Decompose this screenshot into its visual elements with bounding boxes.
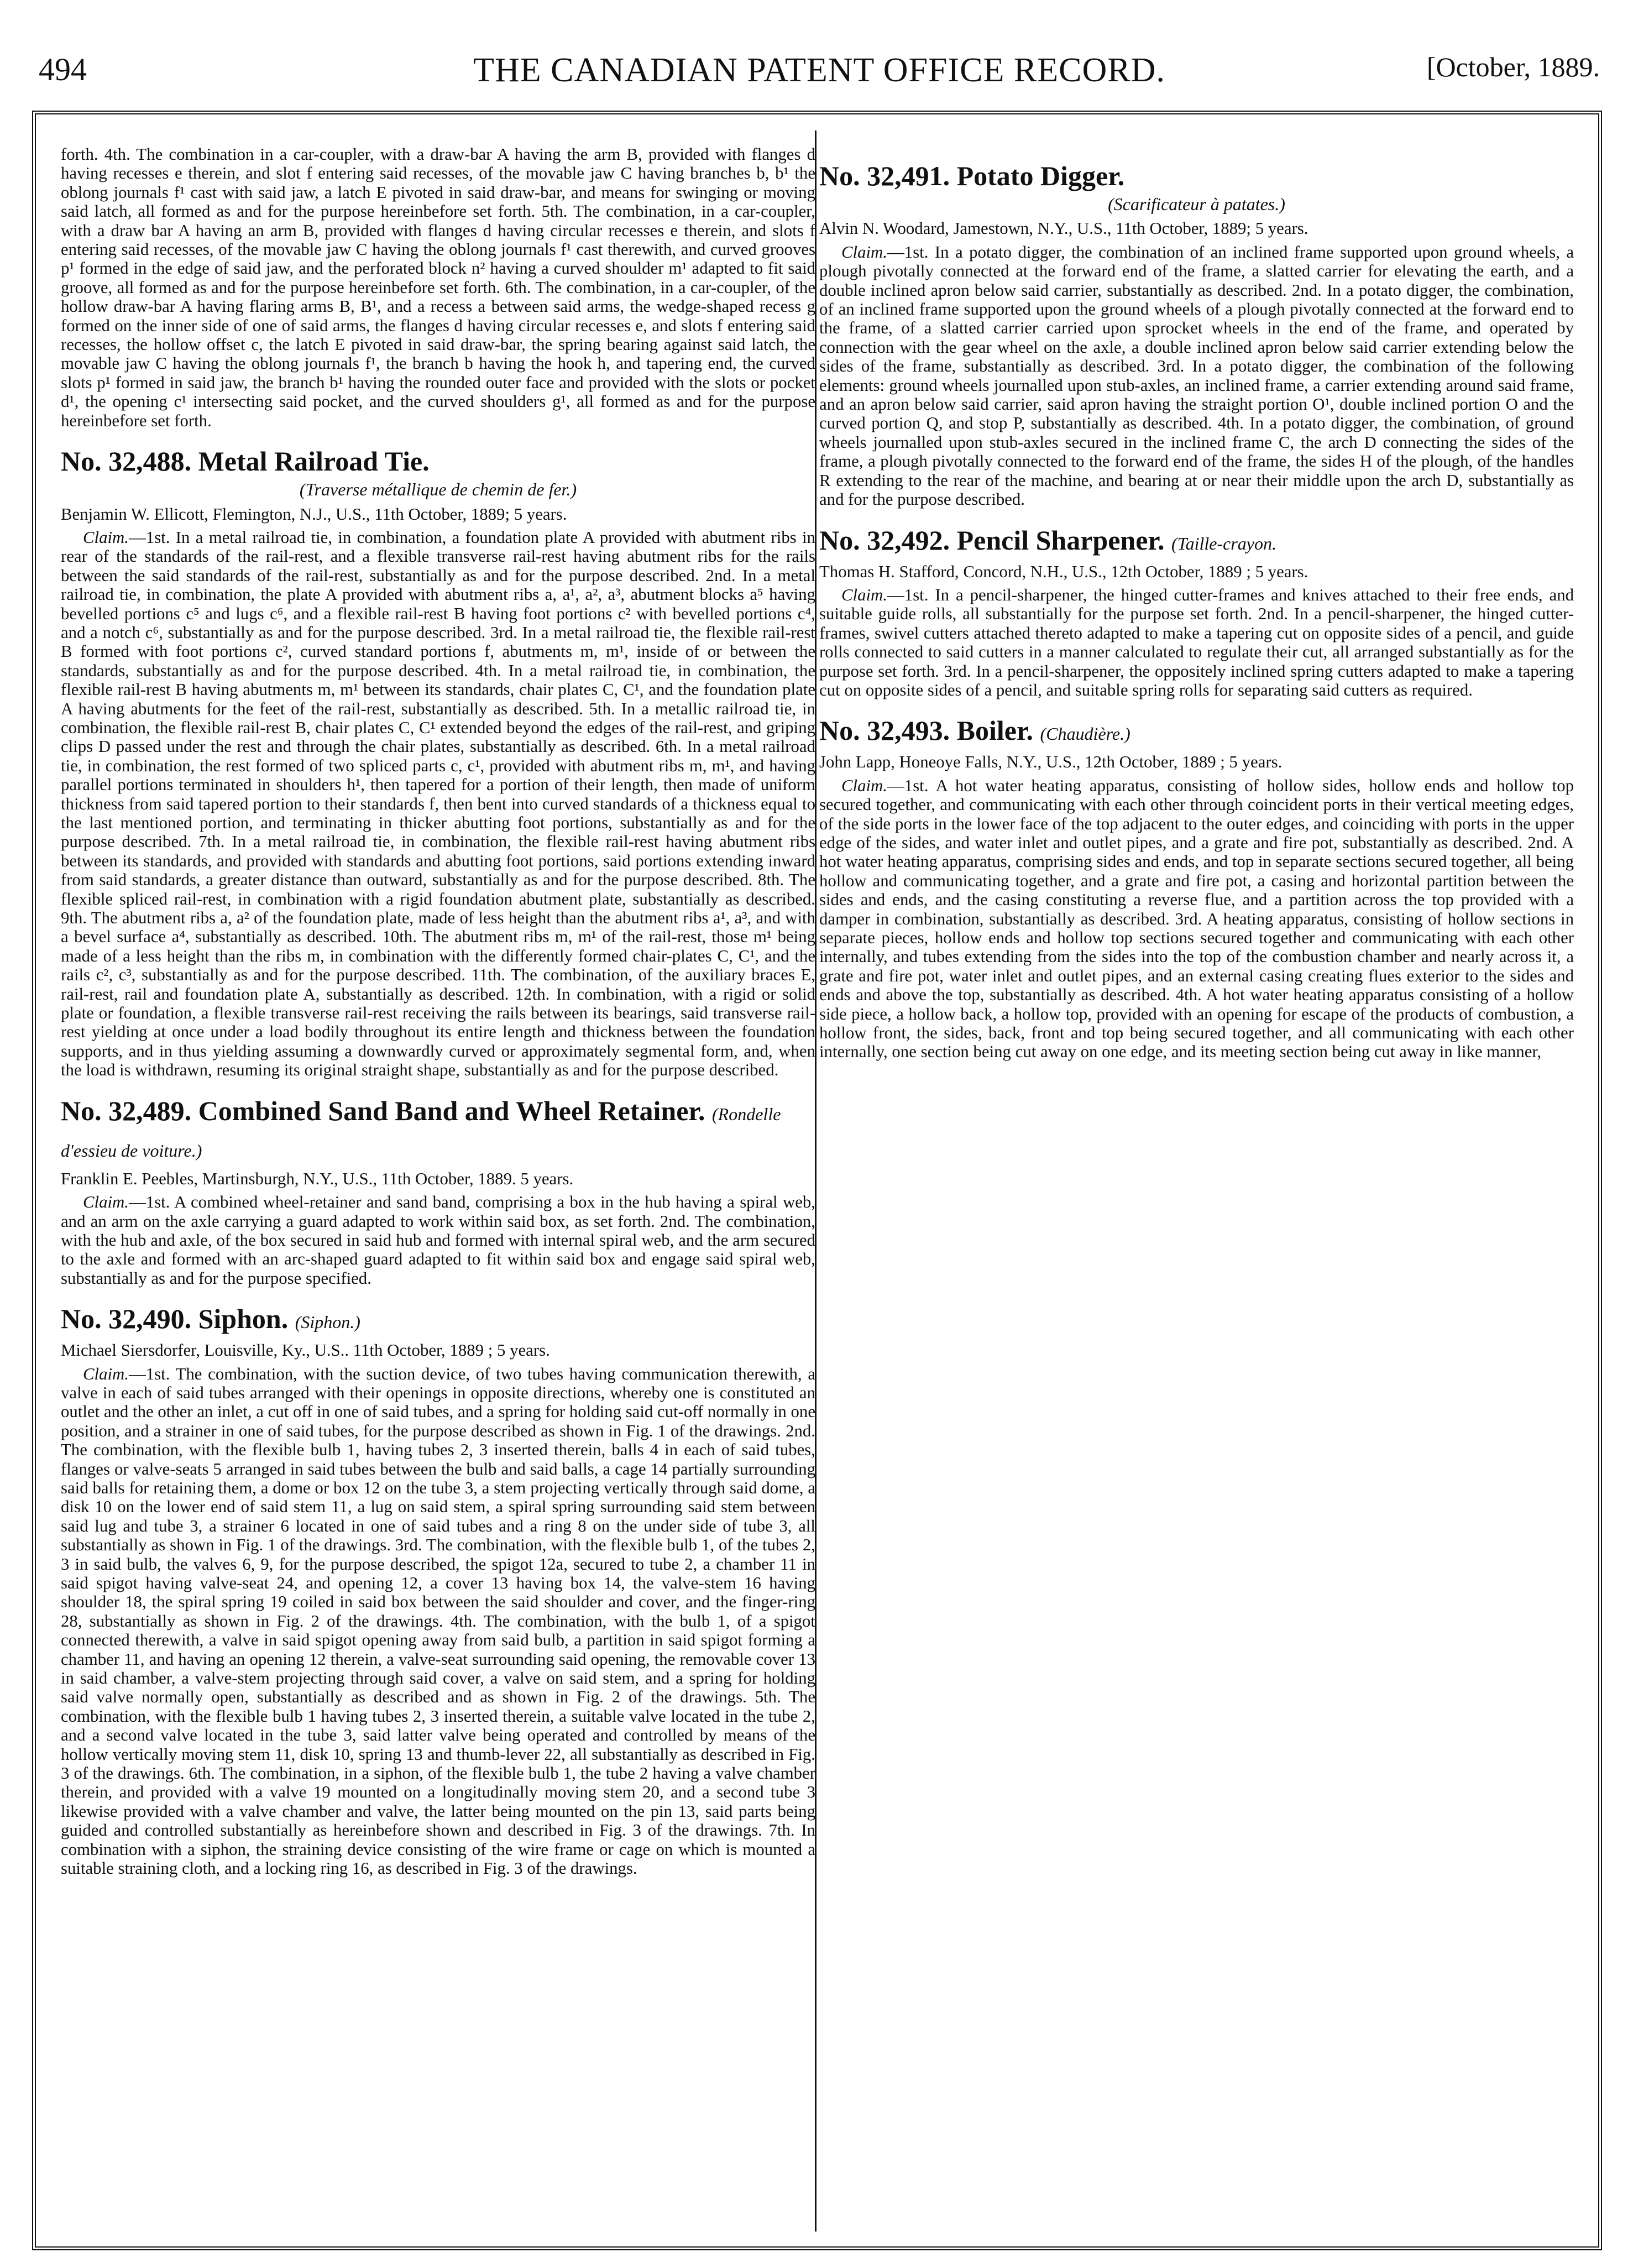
claim-text: —1st. A hot water heating apparatus, consisting of hollow sides, hollow ends and hollow top secured together, and communicating with each other through coincident ports in their vertical meeting edges, of the side ports in the lower face of the top adjacent to the outer edges, and coinciding with ports in the upper edge of the sides, and water inlet and outlet pipes, and a grate and fire pot, substantially as described. 2nd. A hot water heating apparatus, comprising sides and ends, and top in separate sections secured together, all being hollow and communicating together, and a grate and fire pot, a casing and horizontal partition between the sides and ends, and the casing constituting a reverse flue, and a partition across the top provided with a damper in combination, substantially as described. 3rd. A heating apparatus, consisting of hollow sections in separate pieces, hollow ends and hollow top sections secured together and communicating with each other internally, and tubes extending from the sides into the top of the combustion chamber and nearly across it, a grate and fire pot, water inlet and outlet pipes, and an external casing creating flues exterior to the sides and ends and above the top, substantially as described. 4th. A hot water heating apparatus consisting of a hollow side piece, a hollow back, a hollow top, provided with an opening for escape of the products of combustion, a hollow front, the sides, back, front and top being secured together, and all communicating with each other internally, one section being cut away on one edge, and its meeting section being cut away in like manner, [819,776,1574,1062]
patent-number: No. 32,490. [61,1303,192,1335]
patent-inventor: Alvin N. Woodard, Jamestown, N.Y., U.S., 11th October, 1889; 5 years. [819,219,1309,238]
patent-claims [61,1365,815,1878]
patent-inventor: Michael Siersdorfer, Louisville, Ky., U.S.. 11th October, 1889 ; 5 years. [61,1341,550,1360]
patent-inventor: Franklin E. Peebles, Martinsburgh, N.Y., U.S., 11th October, 1889. 5 years. [61,1169,574,1188]
patent-claims [819,586,1574,699]
patent-heading [61,445,815,478]
patent-title: Combined Sand Band and Wheel Retainer. [198,1095,705,1126]
patent-french-title: (Traverse métallique de chemin de fer.) [299,479,577,500]
patent-heading [819,159,1574,192]
patent-inventor: John Lapp, Honeoye Falls, N.Y., U.S., 12th October, 1889 ; 5 years. [819,752,1283,772]
claim-label: Claim. [83,527,129,547]
running-head [39,45,1600,106]
claim-text: —1st. In a potato digger, the combination of an inclined frame supported upon ground wheels, a plough pivotally connected at the forward end of the frame, a slatted carrier for elevating the earth, and a double inclined apron below said carrier, substantially as described. 2nd. In a potato digger, the combination, of an inclined frame supported upon the ground wheels of a plough pivotally connected at the forward end to the frame, of a slatted carrier carried upon sprocket wheels in the end of the frame, and operated by connection with the gear wheel on the axle, a double inclined apron below said carrier extending below the sides of the frame, substantially as described. 3rd. In a potato digger, the combination of the following elements: ground wheels journalled upon stub-axles, an inclined frame, a carrier extending around said frame, and an apron below said carrier, said apron having the straight portion O¹, double inclined portion O and the curved portion Q, and stop P, substantially as described. 4th. In a potato digger, the combination, of ground wheels journalled upon stub-axles secured in the inclined frame C, the arch D connecting the sides of the frame, a plough pivotally connected to the forward end of the frame, the sides H of the plough, of the handles R extending to the rear of the machine, and bearing at or near their middle upon the arch D, substantially as and for the purpose described. [819,242,1574,509]
journal-title: THE CANADIAN PATENT OFFICE RECORD. [473,51,1165,89]
claim-text: —1st. A combined wheel-retainer and sand band, comprising a box in the hub having a spiral web, and an arm on the axle carrying a guard adapted to work within said box, as set forth. 2nd. The combination, with the hub and axle, of the box secured in said hub and formed with internal spiral web, and the arm secured to the axle and formed with an arc-shaped guard adapted to fit within said box and engage said spiral web, substantially as and for the purpose specified. [61,1193,815,1288]
patent-32488 [61,445,815,1080]
claim-text: —1st. In a pencil-sharpener, the hinged cutter-frames and knives attached to their free ends, and suitable guide rolls, all substantially for the purpose set forth. 2nd. In a pencil-sharpener, the hinged cutter-frames, swivel cutters attached thereto adapted to make a tapering cut on opposite sides of a pencil, and guide rolls connected to said cutters in a manner calculated to regulate their cut, all arranged substantially as for the purpose set forth. 3rd. In a pencil-sharpener, the oppositely inclined spring cutters adapted to make a tapering cut on opposite sides of a pencil, and suitable spring rolls for separating said cutters as required. [819,585,1574,699]
claim-label: Claim. [841,585,887,604]
claim-label: Claim. [841,242,887,262]
patent-heading [61,1302,815,1339]
issue-date: [October, 1889. [1426,51,1600,82]
patent-inventor: Benjamin W. Ellicott, Flemington, N.J., U.S., 11th October, 1889; 5 years. [61,504,567,524]
patent-number: No. 32,489. [61,1095,192,1126]
claim-label: Claim. [841,776,887,795]
patent-heading [819,524,1574,560]
patent-32493 [819,714,1574,1062]
patent-heading [819,714,1574,750]
right-column [819,145,1574,2224]
continued-claims: forth. 4th. The combination in a car-coupler, with a draw-bar A having the arm B, provided with flanges d having recesses e therein, and slot f entering said recesses, of the movable jaw C having branches b, b¹ the oblong journals f¹ cast with said jaw, a latch E pivoted in said draw-bar, and means for swinging or moving said latch, all formed as and for the purpose hereinbefore set forth. 5th. The combination, in a car-coupler, with a draw bar A having an arm B, provided with flanges d having circular recesses e therein, and slots f entering said recesses, of the movable jaw C having the oblong journals f¹ cast therewith, and curved grooves p¹ formed in the edge of said jaw, and the perforated block n² having a curved shoulder m¹ adapted to fit said groove, all formed as and for the purpose hereinbefore set forth. 6th. The combination, in a car-coupler, of the hollow draw-bar A having flaring arms B, B¹, and a recess a between said arms, the wedge-shaped recess g formed on the inner side of one of said arms, the flanges d having circular recesses e, and slots f entering said recesses, the hollow offset c, the latch E pivoted in said draw-bar, the spring bearing against said latch, the movable jaw C having the oblong journals f¹, the branch b having the hook h, and tapering end, the curved slots p¹ formed in said jaw, the branch b¹ having the rounded outer face and provided with the slots or pocket d¹, the opening c¹ intersecting said pocket, and the curved shoulders g¹, all formed as and for the purpose hereinbefore set forth. [61,145,815,430]
page-number: 494 [39,51,87,87]
patent-number: No. 32,491. [819,160,950,191]
patent-number: No. 32,492. [819,524,950,556]
patent-number: No. 32,488. [61,446,192,477]
patent-32490 [61,1302,815,1878]
patent-french-title: (Scarificateur à patates.) [1108,194,1285,214]
patent-claims [819,776,1574,1062]
patent-title: Pencil Sharpener. [956,524,1165,556]
patent-claims [819,243,1574,509]
patent-32492 [819,524,1574,700]
patent-title: Metal Railroad Tie. [198,446,430,477]
patent-title: Siphon. [198,1303,289,1335]
patent-inventor: Thomas H. Stafford, Concord, N.H., U.S., 12th October, 1889 ; 5 years. [819,562,1309,581]
claim-label: Claim. [83,1364,129,1383]
patent-heading [61,1094,815,1167]
patent-french-title: (Chaudière.) [1040,724,1130,744]
claim-text: —1st. The combination, with the suction device, of two tubes having communication therewith, a valve in each of said tubes arranged with their openings in opposite directions, whereby one is constituted an outlet and the other an inlet, a cut off in one of said tubes, and a spring for holding said cut-off normally in one position, and a strainer in one of said tubes, for the purpose described as shown in Fig. 1 of the drawings. 2nd. The combination, with the flexible bulb 1, having tubes 2, 3 inserted therein, balls 4 in each of said tubes, flanges or valve-seats 5 arranged in said tubes between the bulb and said balls, a cage 14 partially surrounding said balls for retaining them, a dome or box 12 on the tube 3, a stem projecting vertically through said dome, a disk 10 on the lower end of said stem 11, a lug on said stem, a spiral spring surrounding said stem between said lug and tube 3, a strainer 6 located in one of said tubes and a ring 8 on the under side of tube 3, all substantially as shown in Fig. 1 of the drawings. 3rd. The combination, with the flexible bulb 1, of the tubes 2, 3 in said bulb, the valves 6, 9, for the purpose described, the spigot 12a, secured to tube 2, a chamber 11 in said spigot having valve-seat 24, and opening 12, a cover 13 having box 14, the valve-stem 16 having shoulder 18, the spiral spring 19 coiled in said box between the said shoulder and cover, and the finger-ring 28, substantially as shown in Fig. 2 of the drawings. 4th. The combination, with the bulb 1, of a spigot connected therewith, a valve in said spigot opening away from said bulb, a partition in said spigot forming a chamber 11, and having an opening 12 therein, a valve-seat surrounding said opening, the removable cover 13 in said chamber, a valve-stem projecting through said cover, a valve on said stem, and a spring for holding said valve normally open, substantially as described and as shown in Fig. 2 of the drawings. 5th. The combination, with the flexible bulb 1 having tubes 2, 3 inserted therein, a suitable valve located in the tube 2, and a second valve located in the tube 3, said latter valve being operated and controlled by means of the hollow vertically moving stem 11, disk 10, spring 13 and thumb-lever 22, all substantially as described in Fig. 3 of the drawings. 6th. The combination, in a siphon, of the flexible bulb 1, the tube 2 having a valve chamber therein, and provided with a valve 19 mounted on a longitudinally moving stem 20, and a second tube 3 likewise provided with a valve chamber and valve, the latter being mounted on the pin 13, said parts being guided and controlled substantially as hereinbefore shown and described in Fig. 3 of the drawings. 7th. In combination with a siphon, the straining device consisting of the wire frame or cage on which is mounted a suitable straining cloth, and a locking ring 16, as described in Fig. 3 of the drawings. [61,1364,815,1878]
patent-french-title: (Siphon.) [295,1312,360,1332]
patent-title: Potato Digger. [956,160,1125,191]
patent-french-title: (Taille-crayon. [1171,533,1276,553]
patent-title: Boiler. [956,715,1034,746]
claim-text: —1st. In a metal railroad tie, in combination, a foundation plate A provided with abutment ribs in rear of the standards of the rail-rest, and a flexible transverse rail-rest having abutment ribs for the rails between the said standards of the rail-rest, substantially as and for the purpose described. 2nd. In a metal railroad tie, in combination, the plate A provided with abutment ribs a, a¹, a², a³, abutment blocks a⁵ having bevelled portions c⁵ and lugs c⁶, and a flexible rail-rest B having foot portions c² with bevelled portions c⁴, and a notch c⁶, substantially as and for the purpose described. 3rd. In a metal railroad tie, the flexible rail-rest B formed with foot portions c², curved standard portions f, abutments m, m¹, inside of or between the standards, substantially as and for the purpose described. 4th. In a metal railroad tie, in combination, the flexible rail-rest B having abutments m, m¹ between its standards, chair plates C, C¹, and the foundation plate A having abutments for the feet of the rail-rest, substantially as described. 5th. In a metallic railroad tie, in combination, the flexible rail-rest B, chair plates C, C¹ extended beyond the edges of the rail-rest, and griping clips D passed under the rest and through the chair plates, substantially as described. 6th. In a metal railroad tie, in combination, the rest formed of two spliced parts c, c¹, provided with abutment ribs m, m¹, and having parallel portions terminated in shoulders h¹, then tapered for a portion of their length, then made of uniform thickness from said tapered portion to their standards f, then bent into curved standards of a thickness equal to the last mentioned portion, and terminating in thicker abutting foot portions, substantially as and for the purpose described. 7th. In a metal railroad tie, in combination, the flexible rail-rest having abutment ribs between its standards, and provided with standards and abutting foot portions, said portions extending inward from said standards, a greater distance than outward, substantially as and for the purpose described. 8th. The flexible spliced rail-rest, in combination with a rigid foundation abutment plate, substantially as described. 9th. The abutment ribs a, a² of the foundation plate, made of less height than the abutment ribs a¹, a³, and with a bevel surface a⁴, substantially as described. 10th. The abutment ribs m, m¹ of the rail-rest, those m¹ being made of a less height than the ribs m, in combination with the differently formed chair-plates C, C¹, and the rails c², c³, substantially as and for the purpose described. 11th. The combination, of the auxiliary braces E, rail-rest, rail and foundation plate A, substantially as described. 12th. In combination, with a rigid or solid plate or foundation, a flexible transverse rail-rest receiving the rails between its bearings, said transverse rail-rest yielding at once under a load bodily throughout its entire length and thickness between the foundation supports, and in thus yielding assuming a downwardly curved or approximately segmental form, and, when the load is withdrawn, resuming its original straight shape, substantially as and for the purpose described. [61,527,815,1080]
patent-claims [61,1193,815,1288]
patent-number: No. 32,493. [819,715,950,746]
patent-32489 [61,1094,815,1288]
patent-claims [61,528,815,1080]
claim-label: Claim. [83,1193,129,1212]
patent-32491 [819,159,1574,509]
patent-french-title: (Rondelle d'essieu de voiture.) [61,1104,781,1161]
left-column [61,145,815,2224]
